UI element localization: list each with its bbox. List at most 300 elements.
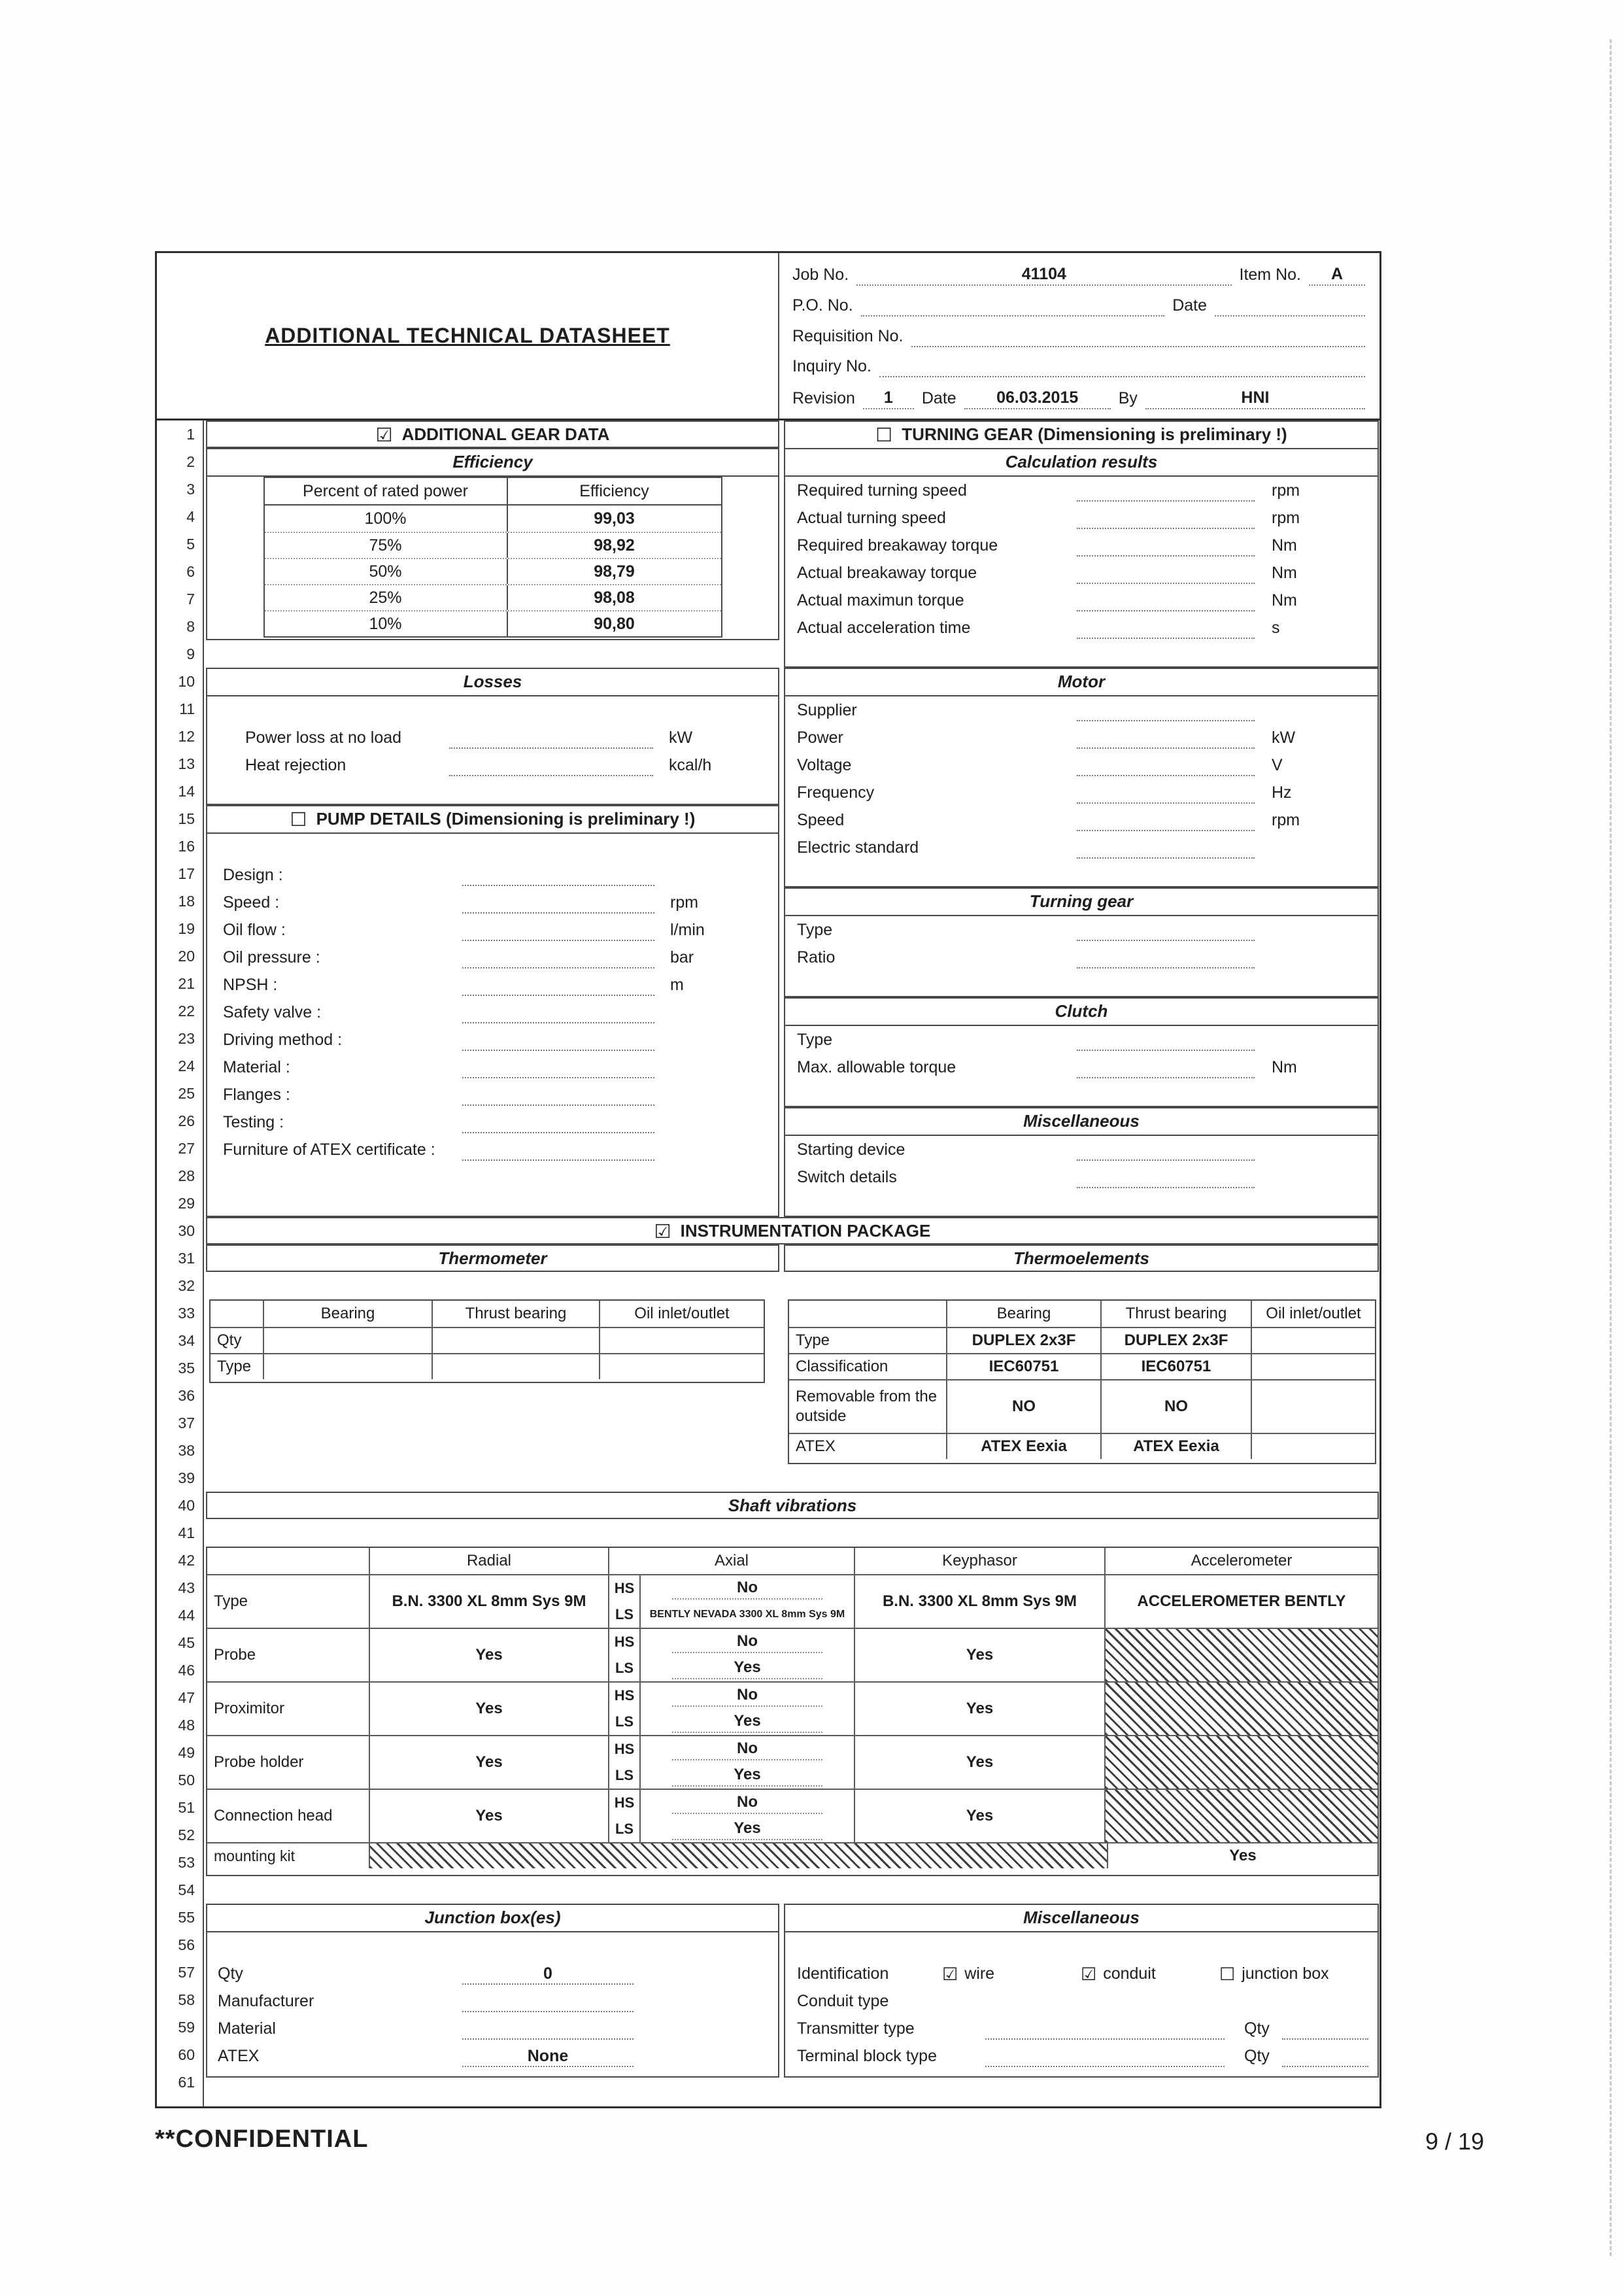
value-cell: Yes [854,1736,1104,1789]
field-unit [634,2017,649,2040]
form-row [785,477,1378,504]
efficiency-table-header [265,478,721,505]
axial-cell [608,1736,854,1789]
form-content [204,420,1379,2106]
line-number: 42 [178,1552,195,1569]
thermometer-table [209,1299,765,1383]
field-fill-line [1077,1029,1255,1051]
efficiency-row [265,505,721,532]
line-number: 11 [179,700,195,717]
line-number: 29 [178,1195,195,1212]
hatched-cell [1104,1629,1378,1681]
efficiency-percent-cell: 75% [265,533,508,558]
field-unit [1255,919,1371,941]
hatched-cell [1104,1683,1378,1735]
line-number: 19 [178,920,195,937]
field-fill-line [1077,727,1255,749]
field-fill-line [1077,781,1255,804]
field-label: Oil flow : [223,921,286,939]
field-label: Heat rejection [245,756,347,774]
field-label: Safety valve : [223,1003,322,1021]
field-unit [1255,1139,1371,1161]
field-unit [634,1990,649,2012]
field-fill-line [1077,919,1255,941]
section-title-pump-details [207,806,778,834]
value-cell: Yes [854,1683,1104,1735]
line-number: 28 [178,1167,195,1184]
line-number: 61 [178,2074,195,2091]
thermoelements-type-row [789,1327,1375,1353]
header-row-revision [792,387,1365,409]
thermoelements-table [788,1299,1376,1464]
thermometer-header: Thermometer [206,1244,779,1272]
scan-artifact-line [1610,39,1612,2256]
line-number: 6 [186,563,195,580]
field-label: Starting device [797,1140,905,1159]
field-unit [654,1056,670,1078]
row-label: Probe holder [214,1753,304,1771]
value-cell: No [672,1577,822,1600]
form-row [785,751,1378,779]
shaft-type-row [207,1574,1378,1628]
line-number: 36 [178,1387,195,1404]
efficiency-percent-cell: 10% [265,611,508,636]
value-cell: No [672,1738,822,1760]
field-label: Actual turning speed [797,509,946,527]
axial-ls-subrow [609,1762,854,1789]
field-fill-line [1077,507,1255,529]
field-fill-line: 0 [462,1962,634,1985]
field-fill-line [1077,617,1255,639]
efficiency-value-cell: 98,08 [594,588,635,607]
job-no-label: Job No. [792,266,849,284]
motor-rows [785,696,1378,861]
field-fill-line [462,1001,654,1023]
calculation-results-header: Calculation results [785,449,1378,477]
field-unit [654,1029,670,1051]
value-cell: B.N. 3300 XL 8mm Sys 9M [369,1575,608,1628]
form-row [785,834,1378,861]
axial-ls-subrow [609,1602,854,1628]
efficiency-row [265,532,721,558]
field-fill-line [462,1990,634,2012]
row-label: Qty [217,1331,242,1349]
line-number: 43 [178,1579,195,1596]
field-fill-line [1077,946,1255,968]
value-cell: Yes [672,1818,822,1840]
empty-cell [207,1548,369,1574]
miscellaneous-drive-section [784,1107,1379,1217]
po-date-label: Date [1172,296,1207,315]
line-number: 52 [178,1826,195,1843]
checked-checkbox-icon: ☑ [1081,1964,1097,1984]
section-title-label: PUMP DETAILS (Dimensioning is preliminary !) [316,809,696,829]
option-label: conduit [1103,1964,1156,1983]
field-unit [1255,1166,1371,1188]
page-number: 9 / 19 [1425,2128,1485,2155]
field-label: Actual breakaway torque [797,564,977,582]
line-number: 60 [178,2046,195,2063]
field-fill-line [462,1029,654,1051]
line-number: 37 [178,1414,195,1431]
col-oil-inlet-outlet: Oil inlet/outlet [599,1301,764,1327]
field-fill-line [1077,699,1255,721]
field-unit: l/min [670,921,705,939]
field-label: Qty [218,1964,243,1983]
efficiency-percent-cell: 50% [265,559,508,584]
section-title-additional-gear-data [206,420,779,448]
efficiency-col-efficiency: Efficiency [579,481,649,500]
axial-hs-subrow [609,1683,854,1709]
field-label: Power [797,728,843,747]
line-number: 14 [178,783,195,800]
hs-label: HS [609,1683,641,1709]
line-number: 55 [178,1909,195,1926]
line-number: 51 [178,1799,195,1816]
axial-ls-subrow [609,1655,854,1681]
blank-row [207,834,778,861]
thermoelements-header-row [789,1301,1375,1327]
empty-cell [431,1354,599,1379]
field-unit [1255,836,1371,859]
identification-row [785,1960,1378,1987]
field-fill-line: None [462,2045,634,2067]
line-number: 23 [178,1030,195,1047]
shaft-connection-head-row [207,1789,1378,1842]
form-row [785,1026,1378,1054]
line-number: 18 [178,893,195,910]
line-number: 16 [178,838,195,855]
field-label: Type [797,921,833,939]
qty-fill-line [1282,2045,1368,2067]
ls-label: LS [609,1762,641,1789]
axial-hs-subrow [609,1575,854,1602]
efficiency-value-cell: 98,79 [594,562,635,581]
axial-hs-subrow [609,1736,854,1762]
efficiency-col-percent: Percent of rated power [265,478,508,504]
unchecked-checkbox-icon: ☐ [1219,1964,1236,1984]
form-row [207,1960,778,1987]
line-number: 26 [178,1112,195,1129]
blank-row [785,1932,1378,1960]
inquiry-value [879,356,1365,377]
turning-gear-section [784,420,1379,668]
option-wire [942,1962,1081,1985]
value-cell: ATEX Eexia [1100,1434,1251,1459]
value-cell: Yes [369,1683,608,1735]
col-thrust-bearing: Thrust bearing [431,1301,599,1327]
field-fill-line [1077,1056,1255,1078]
efficiency-value-cell: 99,03 [594,509,635,528]
line-number: 49 [178,1744,195,1761]
field-label: Supplier [797,701,857,719]
field-fill-line [462,1139,654,1161]
field-unit: bar [670,948,694,967]
form-row [207,1054,778,1081]
efficiency-value-cell: 90,80 [594,614,635,633]
empty-cell [599,1354,764,1379]
field-fill-line [462,891,654,914]
col-bearing: Bearing [946,1301,1100,1327]
junction-box-header: Junction box(es) [207,1905,778,1932]
empty-cell [263,1354,431,1379]
value-cell: NO [1100,1380,1251,1433]
thermoelements-removable-row [789,1379,1375,1433]
field-unit: V [1272,756,1283,774]
value-cell [1251,1354,1375,1379]
form-row [785,587,1378,614]
form-row [785,724,1378,751]
line-number: 58 [178,1991,195,2008]
axial-cell [608,1575,854,1628]
field-unit: rpm [670,893,699,912]
field-label: NPSH : [223,976,278,994]
line-number: 13 [178,755,195,772]
axial-hs-subrow [609,1790,854,1816]
page-title: ADDITIONAL TECHNICAL DATASHEET [265,324,670,347]
line-number: 53 [178,1854,195,1871]
line-number: 57 [178,1964,195,1981]
checked-checkbox-icon: ☑ [942,1964,958,1984]
hs-label: HS [609,1790,641,1816]
line-number: 15 [178,810,195,827]
field-label: Furniture of ATEX certificate : [223,1140,435,1159]
field-label: Identification [797,1964,889,1983]
blank-row [207,1932,778,1960]
form-row [207,861,778,889]
value-cell: IEC60751 [1100,1354,1251,1379]
value-cell: DUPLEX 2x3F [1100,1328,1251,1353]
form-row [207,751,778,779]
losses-header: Losses [207,669,778,696]
field-fill-line [449,754,653,776]
empty-cell [431,1328,599,1353]
field-label: Frequency [797,783,875,802]
turning-gear-unit-section [784,887,1379,997]
form-row [785,696,1378,724]
efficiency-row [265,584,721,610]
line-number: 9 [186,645,195,662]
blank-row [207,696,778,724]
thermoelements-classification-row [789,1353,1375,1379]
form-frame [155,251,1381,2108]
junction-box-section [206,1904,779,2078]
form-row [207,971,778,999]
form-row [785,944,1378,971]
losses-section [206,668,779,805]
field-unit [654,1084,670,1106]
form-row [207,889,778,916]
line-number: 40 [178,1497,195,1514]
field-fill-line [1077,589,1255,611]
header-row-po [792,296,1365,317]
terminal-block-type-row [785,2042,1378,2070]
axial-cell [608,1683,854,1735]
ls-label: LS [609,1709,641,1735]
empty-cell [211,1301,263,1327]
line-number: 1 [186,426,195,443]
field-fill-line [449,727,653,749]
row-label: ATEX [796,1437,836,1455]
rev-by-value: HNI [1145,387,1365,409]
field-label: Transmitter type [797,2019,915,2038]
field-label: Design : [223,866,283,884]
shaft-header-row [207,1548,1378,1574]
section-title-turning-gear [785,422,1378,449]
field-fill-line [462,1111,654,1133]
value-cell: No [672,1685,822,1707]
field-unit: Nm [1272,1058,1297,1076]
shaft-vibrations-header: Shaft vibrations [206,1492,1379,1519]
section-title-label: ADDITIONAL GEAR DATA [401,424,610,444]
field-fill-line [462,1084,654,1106]
thermometer-qty-row [211,1327,764,1353]
field-fill-line [1077,754,1255,776]
field-fill-line [1077,534,1255,557]
field-label: Electric standard [797,838,919,857]
field-label: Speed [797,811,845,829]
po-no-value [861,296,1165,317]
pump-details-section [206,805,779,1217]
field-label: Required turning speed [797,481,967,500]
field-fill-line [1077,836,1255,859]
col-bearing: Bearing [263,1301,431,1327]
header-row-inquiry [792,356,1365,377]
value-cell: Yes [672,1657,822,1679]
value-cell [1251,1380,1375,1433]
form-row [785,916,1378,944]
po-no-label: P.O. No. [792,296,853,315]
pump-rows [207,861,778,1163]
efficiency-section [206,448,779,640]
field-label: Type [797,1031,833,1049]
col-keyphasor: Keyphasor [854,1548,1104,1574]
line-number: 44 [178,1607,195,1624]
line-number: 32 [178,1277,195,1294]
efficiency-percent-cell: 25% [265,585,508,610]
field-label: Switch details [797,1168,897,1186]
value-cell: ACCELEROMETER BENTLY [1104,1575,1378,1628]
clutch-rows [785,1026,1378,1081]
form-row [207,916,778,944]
field-unit [1255,699,1371,721]
field-fill-line [1077,809,1255,831]
confidential-marking: **CONFIDENTIAL [155,2125,369,2153]
field-fill-line [462,974,654,996]
value-cell: Yes [369,1790,608,1842]
requisition-label: Requisition No. [792,326,904,345]
header-row-requisition [792,326,1365,347]
row-label: Type [796,1331,830,1349]
turning-gear-unit-rows [785,916,1378,971]
turning-gear-unit-header: Turning gear [785,889,1378,916]
line-number: 30 [178,1222,195,1239]
ls-label: LS [609,1655,641,1681]
line-number: 45 [178,1634,195,1651]
value-cell: Yes [369,1629,608,1681]
section-title-instrumentation-package [206,1217,1379,1244]
thermoelements-atex-row [789,1433,1375,1459]
line-number: 34 [178,1332,195,1349]
row-label: Type [217,1358,252,1375]
shaft-proximitor-row [207,1681,1378,1735]
thermometer-type-row [211,1353,764,1379]
line-number: 12 [178,728,195,745]
line-number: 24 [178,1057,195,1074]
line-number: 2 [186,453,195,470]
form-row [207,1081,778,1108]
field-unit [634,2045,649,2067]
form-row [207,2015,778,2042]
field-unit: kW [669,728,693,747]
hs-label: HS [609,1575,641,1602]
field-fill-line [462,946,654,968]
form-row [207,1136,778,1163]
value-cell: Yes [1107,1843,1378,1868]
field-unit [654,1139,670,1161]
motor-header: Motor [785,669,1378,696]
miscellaneous-wiring-header: Miscellaneous [785,1905,1378,1932]
form-row [785,614,1378,642]
line-number: 3 [186,481,195,498]
field-label: Actual maximun torque [797,591,964,609]
line-number: 50 [178,1772,195,1789]
field-label: Material : [223,1058,290,1076]
field-label: Speed : [223,893,280,912]
field-fill-line [1077,1139,1255,1161]
form-row [785,504,1378,532]
hs-label: HS [609,1736,641,1762]
hatched-cell [1104,1736,1378,1789]
line-number: 41 [178,1524,195,1541]
row-label: Probe [214,1646,256,1664]
empty-cell [263,1328,431,1353]
form-row [785,532,1378,559]
line-number: 8 [186,618,195,635]
empty-cell [789,1301,946,1327]
form-row [785,1136,1378,1163]
miscellaneous-drive-header: Miscellaneous [785,1108,1378,1136]
line-number: 54 [178,1881,195,1898]
field-fill-line [985,2017,1225,2040]
field-label: ATEX [218,2047,260,2065]
value-cell: NO [946,1380,1100,1433]
field-fill-line [462,2017,634,2040]
form-row [785,1163,1378,1191]
form-row [207,724,778,751]
form-row [785,806,1378,834]
shaft-mounting-kit-row [207,1842,1378,1868]
shaft-probe-row [207,1628,1378,1681]
line-number: 59 [178,2019,195,2036]
line-number: 47 [178,1689,195,1706]
calculation-rows [785,477,1378,642]
clutch-header: Clutch [785,999,1378,1026]
line-number-gutter [157,420,204,2106]
transmitter-type-row [785,2015,1378,2042]
form-row [207,1026,778,1054]
field-fill-line [462,919,654,941]
checked-checkbox-icon: ☑ [654,1222,671,1242]
requisition-value [911,326,1365,347]
line-number: 38 [178,1442,195,1459]
field-unit: Nm [1272,536,1297,555]
field-unit: rpm [1272,811,1300,829]
line-number: 31 [178,1250,195,1267]
line-number: 22 [178,1002,195,1019]
field-label: Ratio [797,948,836,967]
axial-cell [608,1629,854,1681]
